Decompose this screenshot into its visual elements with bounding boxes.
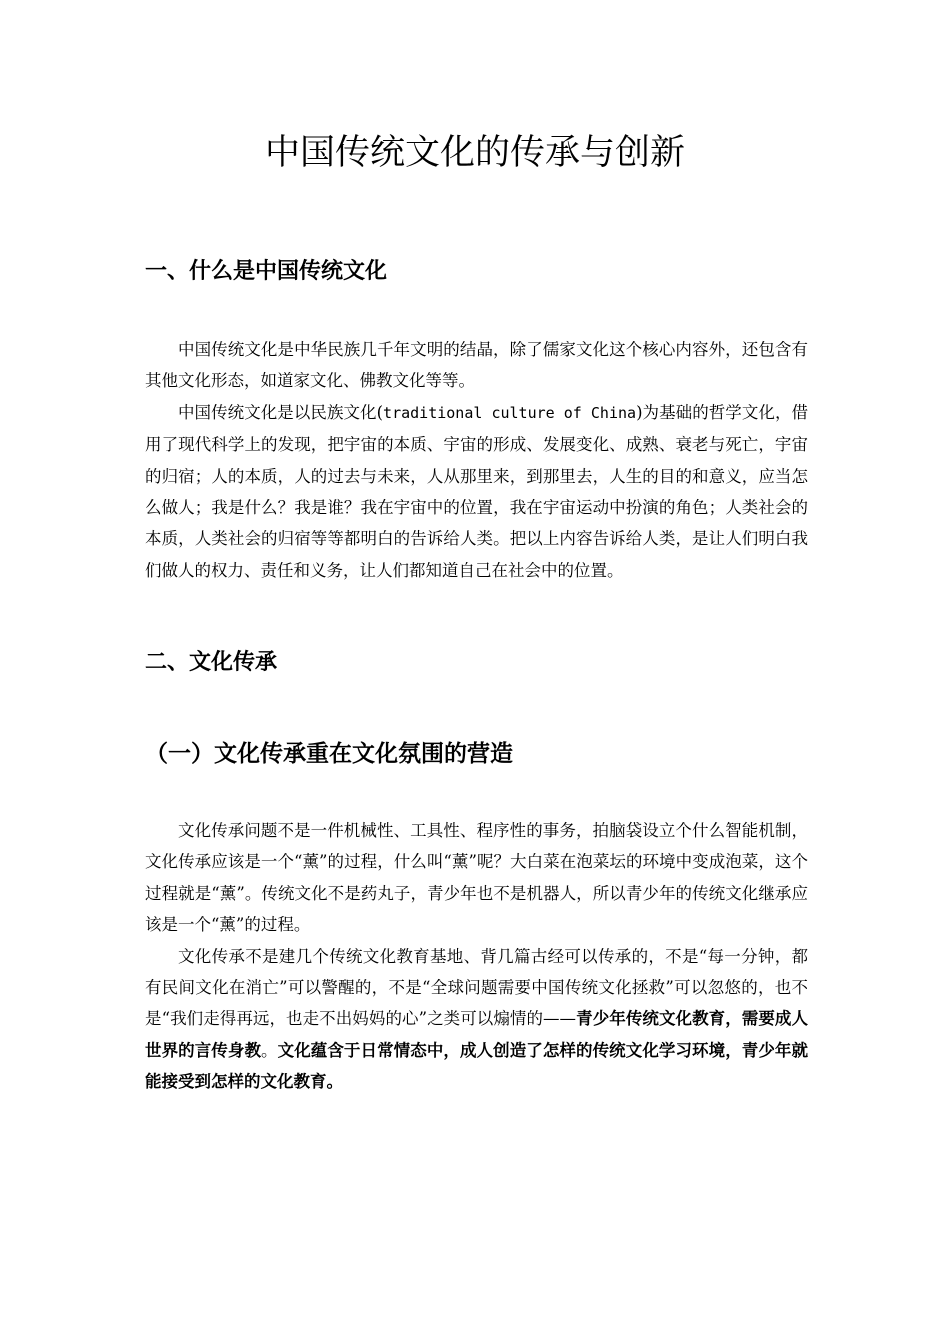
document-title: 中国传统文化的传承与创新 [264,133,685,173]
paragraph-text: 。 [261,1040,278,1060]
paragraph [145,941,808,1098]
paragraph [145,397,808,586]
paragraph: 中国传统文化是中华民族几千年文明的结晶，除了儒家文化这个核心内容外，还包含有其他文化形态，如道家文化、佛教文化等等。 [145,340,808,391]
paragraph-text: 文化传承不是建几个传统文化教育基地、背几篇古经可以传承的，不是“每一分钟，都有民间文化在消亡”可以警醒的，不是“全球问题需要中国传统文化拯救”可以忽悠的，也不是“我们走得再远，也走不出妈妈的心”之类可以煽情的—— [145,946,808,1029]
subsection-heading: （一）文化传承重在文化氛围的营造 [145,741,513,767]
section-heading-1: 一、什么是中国传统文化 [145,259,388,284]
english-term: traditional culture of China [383,403,637,422]
section-heading-2: 二、文化传承 [145,650,278,675]
bold-text: 青少年传统文化教育，需要成人世界的言传身教 [145,1009,809,1060]
paragraph-text: 中国传统文化是以民族文化( [178,402,384,422]
section1-body [145,334,808,586]
paragraph: 文化传承问题不是一件机械性、工具性、程序性的事务，拍脑袋设立个什么智能机制，文化传承应该是一个“薰”的过程，什么叫“薰”呢？大白菜在泡菜坛的环境中变成泡菜，这个过程就是“薰”。传统文化不是药丸子，青少年也不是机器人，所以青少年的传统文化继承应该是一个“薰”的过程。 [145,821,808,935]
paragraph-text: )为基础的哲学文化，借用了现代科学上的发现，把宇宙的本质、宇宙的形成、发展变化、成熟、衰老与死亡，宇宙的归宿；人的本质，人的过去与未来，人从那里来，到那里去，人生的目的和意义，应当怎么做人；我是什么？我是谁？我在宇宙中的位置，我在宇宙运动中扮演的角色；人类社会的本质，人类社会的归宿等等都明白的告诉给人类。把以上内容告诉给人类，是让人们明白我们做人的权力、责任和义务，让人们都知道自己在社会中的位置。 [145,402,808,580]
bold-text: 文化蕴含于日常情态中，成人创造了怎样的传统文化学习环境，青少年就能接受到怎样的文化教育。 [145,1040,809,1092]
section2-body [145,815,808,1098]
